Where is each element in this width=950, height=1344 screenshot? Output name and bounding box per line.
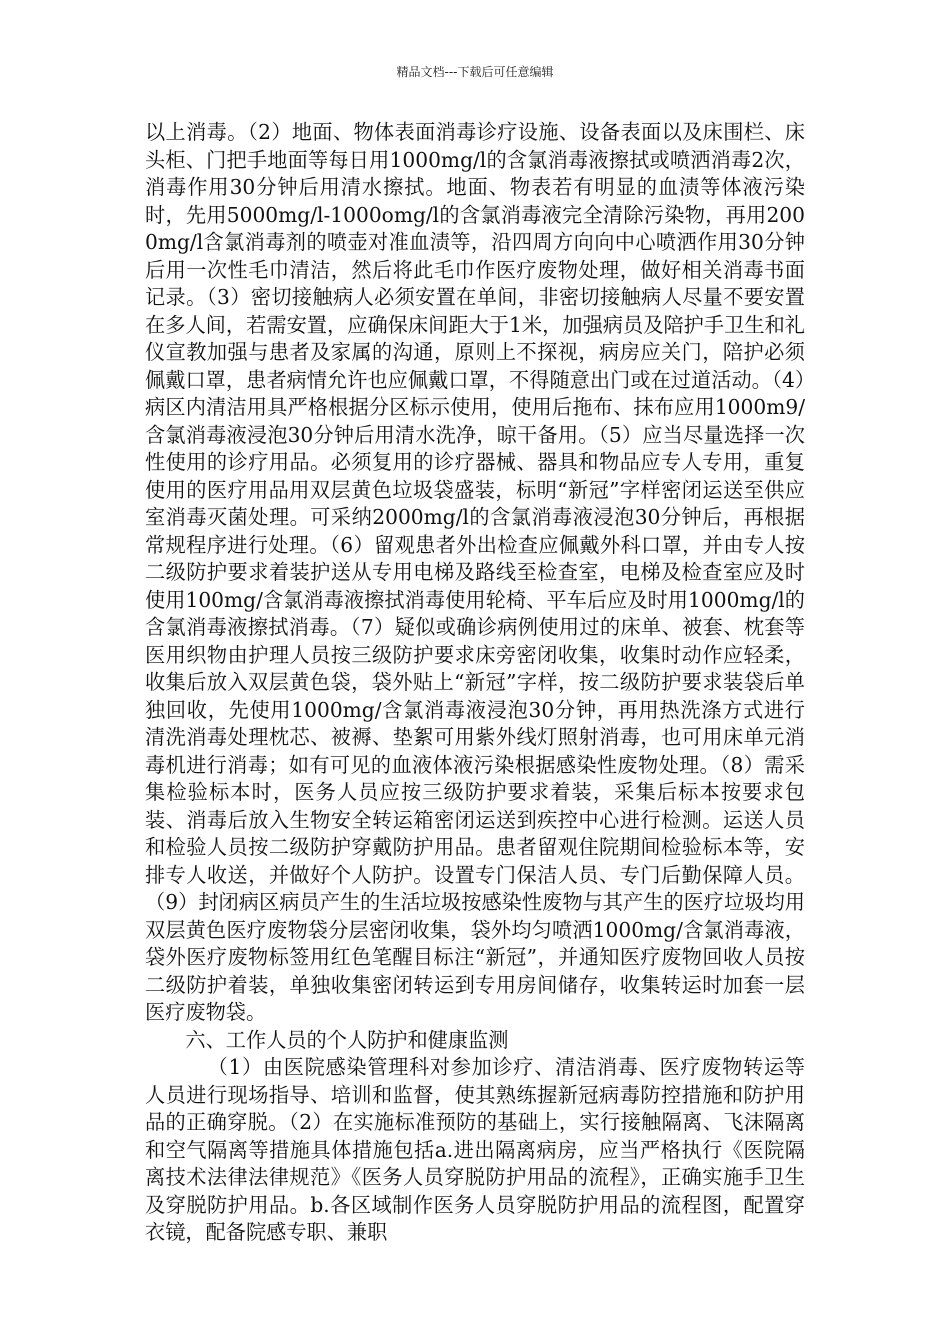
paragraph-disinfection-measures: 以上消毒。（2）地面、物体表面消毒诊疗设施、设备表面以及床围栏、床头柜、门把手地面等每日用1000mg/l的含氯消毒液擦拭或喷洒消毒2次，消毒作用30分钟后用清水擦拭。地面、物表若有明显的血渍等体液污染时，先用5000mg/l-1000omg/l的含氯消毒液完全清除污染物，再用2000mg/l含氯消毒剂的喷壶对准血渍等，沿四周方向向中心喷洒作用30分钟后用一次性毛巾清洁，然后将此毛巾作医疗废物处理，做好相关消毒书面记录。（3）密切接触病人必须安置在单间，非密切接触病人尽量不要安置在多人间，若需安置，应确保床间距大于1米，加强病员及陪护手卫生和礼仪宣教加强与患者及家属的沟通，原则上不探视，病房应关门，陪护必须佩戴口罩，患者病情允许也应佩戴口罩，不得随意出门或在过道活动。（4）病区内清洁用具严格根据分区标示使用，使用后拖布、抹布应用1000m9/含氯消毒液浸泡30分钟后用清水洗净，晾干备用。（5）应当尽量选择一次性使用的诊疗用品。必须复用的诊疗器械、器具和物品应专人专用，重复使用的医疗用品用双层黄色垃圾袋盛装，标明“新冠”字样密闭运送至供应室消毒灭菌处理。可采纳2000mg/l的含氯消毒液浸泡30分钟后，再根据常规程序进行处理。（6）留观患者外出检查应佩戴外科口罩，并由专人按二级防护要求着装护送从专用电梯及路线至检查室，电梯及检查室应及时使用100mg/含氯消毒液擦拭消毒使用轮椅、平车后应及时用1000mg/l的含氯消毒液擦拭消毒。（7）疑似或确诊病例使用过的床单、被套、枕套等医用织物由护理人员按三级防护要求床旁密闭收集，收集时动作应轻柔，收集后放入双层黄色袋，袋外贴上“新冠”字样，按二级防护要求装袋后单独回收，先使用1000mg/含氯消毒液浸泡30分钟，再用热洗涤方式进行清洗消毒处理枕芯、被褥、垫絮可用紫外线灯照射消毒，也可用床单元消毒机进行消毒；如有可见的血液体液污染根据感染性废物处理。（8）需采集检验标本时，医务人员应按三级防护要求着装，采集后标本按要求包装、消毒后放入生物安全转运箱密闭运送到疾控中心进行检测。运送人员和检验人员按二级防护穿戴防护用品。患者留观住院期间检验标本等，安排专人收送，并做好个人防护。设置专门保洁人员、专门后勤保障人员。（9）封闭病区病员产生的生活垃圾按感染性废物与其产生的医疗垃圾均用双层黄色医疗废物袋分层密闭收集，袋外均匀喷洒1000mg/含氯消毒液，袋外医疗废物标签用红色笔醒目标注“新冠”，并通知医疗废物回收人员按二级防护着装，单独收集密闭转运到专用房间储存，收集转运时加套一层医疗废物袋。 — [145, 120, 805, 1024]
section-heading-six: 六、工作人员的个人防护和健康监测 — [185, 1027, 509, 1052]
document-body — [145, 119, 805, 1247]
paragraph-staff-protection: （1）由医院感染管理科对参加诊疗、清洁消毒、医疗废物转运等人员进行现场指导、培训和监督，使其熟练握新冠病毒防控措施和防护用品的正确穿脱。（2）在实施标准预防的基础上，实行接触隔离、飞沫隔离和空气隔离等措施具体措施包括a.进出隔离病房，应当严格执行《医院隔离技术法律法律规范》《医务人员穿脱防护用品的流程》，正确实施手卫生及穿脱防护用品。b.各区域制作医务人员穿脱防护用品的流程图，配置穿衣镜，配备院感专职、兼职 — [145, 1055, 805, 1244]
page-header: 精品文档---下载后可任意编辑 — [396, 65, 554, 79]
